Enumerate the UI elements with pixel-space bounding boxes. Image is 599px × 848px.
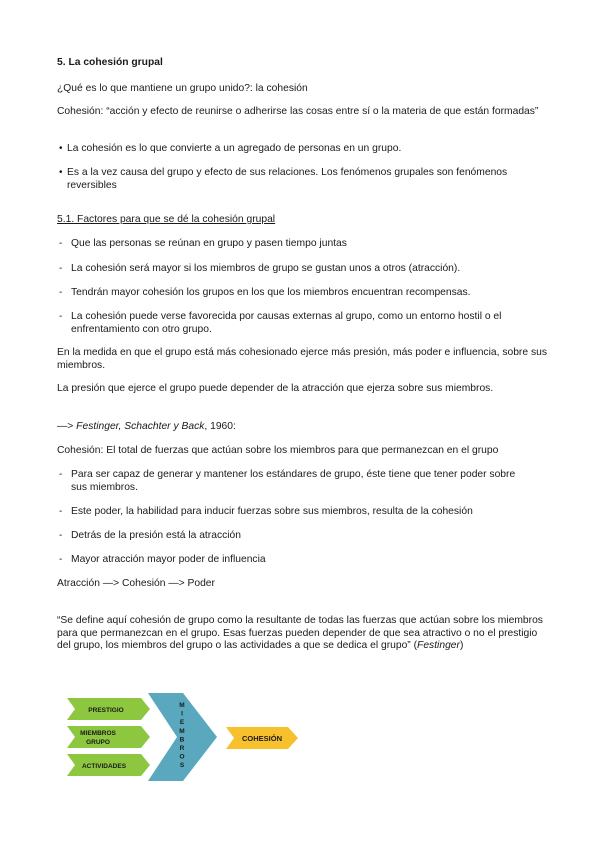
pressure-paragraph: En la medida en que el grupo está más cohesionado ejerce más presión, más poder e influencia, sobre sus miembros. [57,347,547,371]
dash-marker: - [59,554,63,565]
middle-letter: B [179,736,185,744]
input-label: MIEMBROS [80,730,116,737]
dash-marker: - [59,530,63,541]
bullet-dot: • [59,143,63,154]
bullet-dot: • [59,167,63,178]
dash-marker: - [59,263,63,274]
festinger-point: Mayor atracción mayor poder de influencia [71,554,266,565]
middle-letter: E [179,719,185,727]
citation-arrow: —> [57,421,77,432]
festinger-definition: Cohesión: El total de fuerzas que actúan sobre los miembros para que permanezcan en el grupo [57,445,499,456]
input-label: PRESTIGIO [88,707,124,714]
middle-letter: R [179,745,185,752]
quote-text: “Se define aquí cohesión de grupo como la resultante de todas las fuerzas que actúan sobre los miembros para que permanezcan en el grupo. Esas fuerzas pueden depender de que sea atractivo o no el prestigio del grupo, los miembros del grupo o las actividades a que se dedica el grupo” ( [57,615,543,651]
bullet-item: La cohesión es lo que convierte a un agregado de personas en un grupo. [67,143,402,154]
middle-miembros [148,693,217,781]
dash-marker: - [59,311,63,322]
section-title: 5. La cohesión grupal [57,57,163,68]
middle-letter: M [179,727,185,735]
quote-close: ) [459,640,464,651]
dash-marker: - [59,469,63,480]
dash-marker: - [59,238,63,249]
attraction-paragraph: La presión que ejerce el grupo puede depender de la atracción que ejerza sobre sus miembros. [57,383,494,394]
festinger-point: Detrás de la presión está la atracción [71,530,241,541]
input-prestigio [67,698,150,720]
factor-item: Tendrán mayor cohesión los grupos en los que los miembros encuentran recompensas. [71,287,471,298]
factor-item: Que las personas se reúnan en grupo y pasen tiempo juntas [71,238,347,249]
subsection-title: 5.1. Factores para que se dé la cohesión grupal [57,214,276,225]
middle-letter: S [179,762,185,770]
input-miembros-grupo [67,726,150,748]
input-actividades [67,754,150,776]
factor-item: La cohesión puede verse favorecida por causas externas al grupo, como un entorno hostil o el enfrentamiento con otro grupo. [71,311,502,335]
middle-letter: I [181,710,183,718]
bullet-item: Es a la vez causa del grupo y efecto de sus relaciones. Los fenómenos grupales son fenómenos reversibles [67,167,508,191]
dash-marker: - [59,506,63,517]
middle-letter: M [179,702,185,709]
quote-author: Festinger [417,640,460,651]
citation-year: , 1960: [204,421,236,432]
dash-marker: - [59,287,63,298]
intro-question: ¿Qué es lo que mantiene un grupo unido?: la cohesión [57,83,308,94]
output-cohesion [226,727,298,749]
definition-paragraph: Cohesión: “acción y efecto de reunirse o adherirse las cosas entre sí o la materia de que están formadas” [57,106,539,117]
input-label: ACTIVIDADES [81,763,127,770]
output-label: COHESIÓN [241,734,283,743]
festinger-point: Para ser capaz de generar y mantener los estándares de grupo, éste tiene que tener poder sobre sus miembros. [71,469,516,493]
chain-line: Atracción —> Cohesión —> Poder [57,578,215,589]
middle-letter: O [179,753,185,761]
input-label-line2: GRUPO [86,739,110,746]
citation-authors: Festinger, Schachter y Back [76,421,205,432]
festinger-point: Este poder, la habilidad para inducir fuerzas sobre sus miembros, resulta de la cohesión [71,506,473,517]
factor-item: La cohesión será mayor si los miembros de grupo se gustan unos a otros (atracción). [71,263,461,274]
